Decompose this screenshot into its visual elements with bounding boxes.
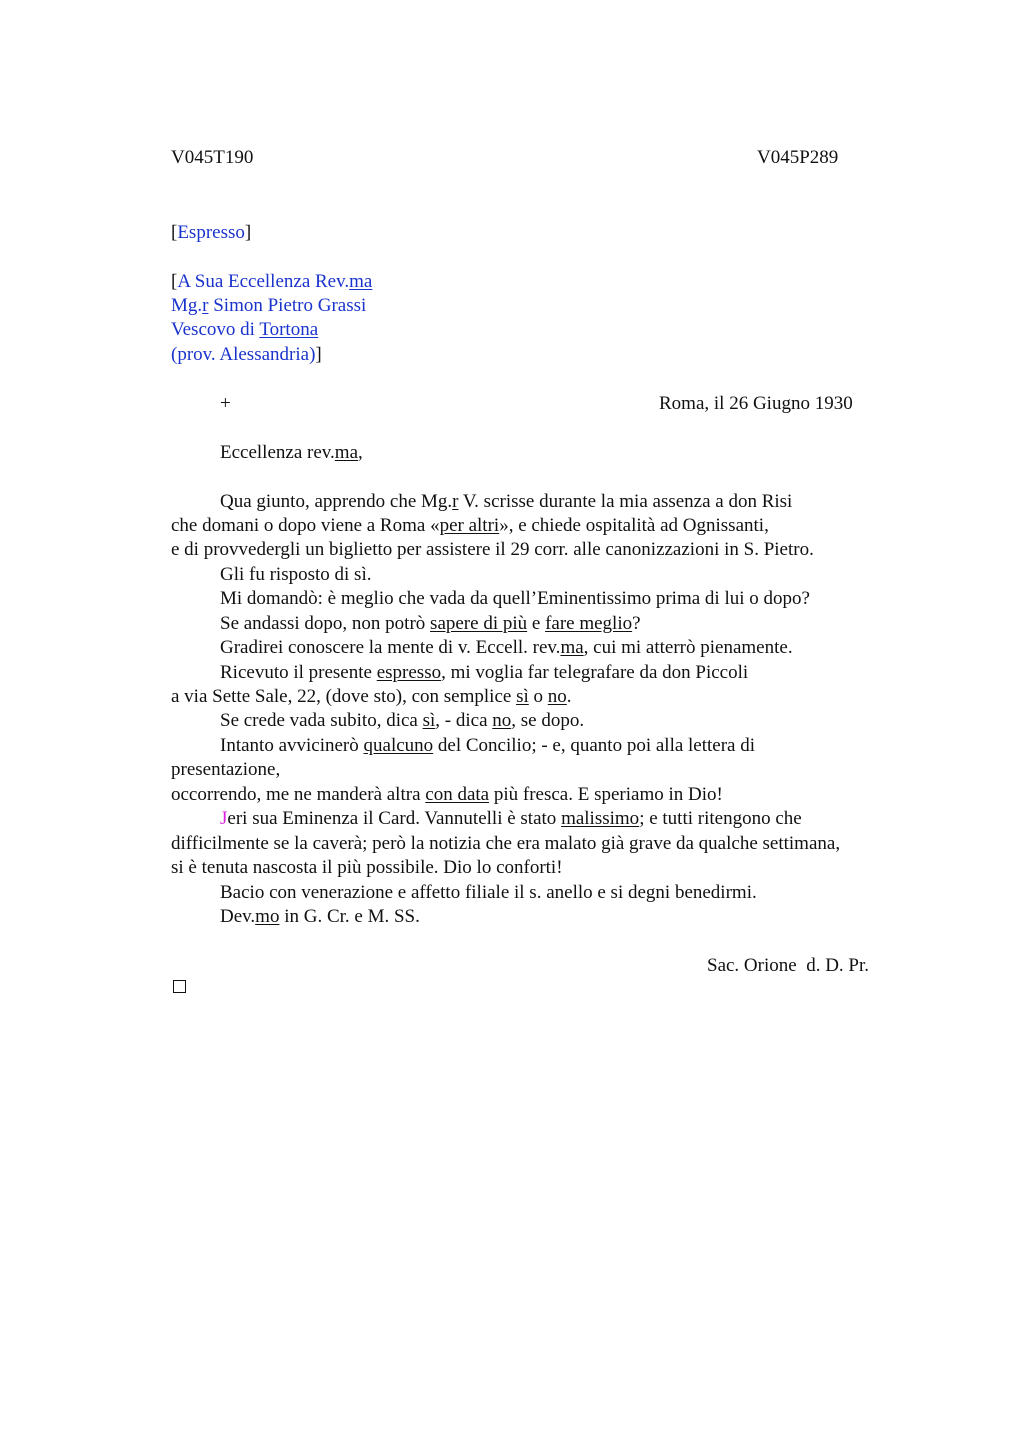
- right-code: V045P289: [757, 147, 839, 168]
- body-line: difficilmente se la caverà; però la notizia che era malato già grave da qualche settimana,: [171, 833, 841, 854]
- left-code: V045T190: [171, 147, 254, 168]
- body-line: che domani o dopo viene a Roma «per altri», e chiede ospitalità ad Ognissanti,: [171, 515, 769, 536]
- body-line: presentazione,: [171, 759, 281, 780]
- body-line: Jeri sua Eminenza il Card. Vannutelli è stato malissimo; e tutti ritengono che: [220, 808, 802, 829]
- place-date: Roma, il 26 Giugno 1930: [659, 393, 853, 414]
- body-line: occorrendo, me ne manderà altra con data più fresca. E speriamo in Dio!: [171, 784, 723, 805]
- body-line: Mi domandò: è meglio che vada da quell’Eminentissimo prima di lui o dopo?: [220, 588, 810, 609]
- address-line-1: [A Sua Eccellenza Rev.ma: [171, 271, 373, 292]
- body-line: Se andassi dopo, non potrò sapere di più e fare meglio?: [220, 613, 641, 634]
- body-line: Intanto avvicinerò qualcuno del Concilio; - e, quanto poi alla lettera di: [220, 735, 756, 756]
- address-line-2: Mg.r Simon Pietro Grassi: [171, 295, 367, 316]
- body-line: Ricevuto il presente espresso, mi voglia far telegrafare da don Piccoli: [220, 662, 749, 683]
- cross-mark: +: [220, 393, 231, 414]
- body-line: Dev.mo in G. Cr. e M. SS.: [220, 906, 420, 927]
- address-line-3: Vescovo di Tortona: [171, 319, 319, 340]
- address-line-4: (prov. Alessandria)]: [171, 344, 322, 365]
- body-line: e di provvedergli un biglietto per assistere il 29 corr. alle canonizzazioni in S. Pietro.: [171, 539, 814, 560]
- espresso-note: [Espresso]: [171, 222, 252, 243]
- salutation: Eccellenza rev.ma,: [220, 442, 363, 463]
- signature: Sac. Orione d. D. Pr.: [707, 955, 870, 976]
- end-box-icon: [173, 980, 186, 993]
- body-line: Qua giunto, apprendo che Mg.r V. scrisse durante la mia assenza a don Risi: [220, 491, 793, 512]
- body-line: Gradirei conoscere la mente di v. Eccell. rev.ma, cui mi atterrò pienamente.: [220, 637, 793, 658]
- body-line: a via Sette Sale, 22, (dove sto), con semplice sì o no.: [171, 686, 572, 707]
- body-line: Se crede vada subito, dica sì, - dica no, se dopo.: [220, 710, 585, 731]
- body-line: Bacio con venerazione e affetto filiale il s. anello e si degni benedirmi.: [220, 882, 757, 903]
- highlighted-initial: J: [220, 808, 228, 829]
- body-line: Gli fu risposto di sì.: [220, 564, 372, 585]
- body-line: si è tenuta nascosta il più possibile. Dio lo conforti!: [171, 857, 563, 878]
